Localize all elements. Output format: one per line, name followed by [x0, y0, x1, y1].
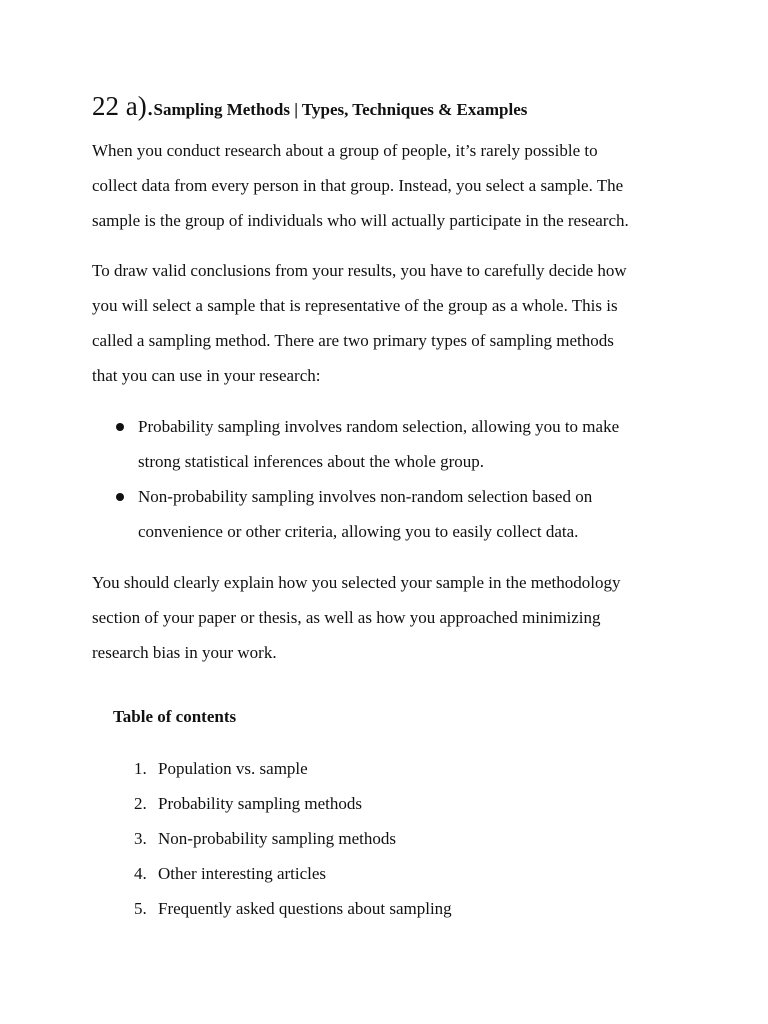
toc-item-number: 5.: [134, 899, 147, 918]
paragraph-line: called a sampling method. There are two primary types of sampling methods: [92, 331, 614, 350]
list-item: [92, 479, 692, 549]
table-of-contents: [92, 751, 452, 926]
paragraph-line: you will select a sample that is representative of the group as a whole. This is: [92, 296, 618, 315]
list-item-line: Probability sampling involves random selection, allowing you to make: [138, 417, 620, 436]
toc-item-faq[interactable]: [92, 891, 452, 926]
toc-item-label: Other interesting articles: [158, 864, 327, 883]
toc-item-label: Probability sampling methods: [158, 794, 362, 813]
toc-item-label: Population vs. sample: [158, 759, 308, 778]
paragraph-line: sample is the group of individuals who will actually participate in the research.: [92, 211, 629, 230]
heading-number: 22 a).: [92, 91, 154, 121]
sampling-types-list: [92, 409, 692, 549]
toc-item-population-vs-sample[interactable]: [92, 751, 452, 786]
heading-title: Sampling Methods | Types, Techniques & Examples: [153, 100, 528, 119]
toc-item-other-articles[interactable]: [92, 856, 452, 891]
list-item-line: convenience or other criteria, allowing you to easily collect data.: [138, 522, 579, 541]
toc-item-number: 3.: [134, 829, 147, 848]
toc-item-label: Non-probability sampling methods: [158, 829, 396, 848]
page-heading: [92, 86, 527, 128]
sampling-method-paragraph: [92, 253, 692, 393]
toc-item-number: 4.: [134, 864, 147, 883]
toc-item-number: 1.: [134, 759, 147, 778]
paragraph-line: section of your paper or thesis, as well as how you approached minimizing: [92, 608, 601, 627]
paragraph-line: research bias in your work.: [92, 643, 277, 662]
paragraph-line: To draw valid conclusions from your results, you have to carefully decide how: [92, 261, 627, 280]
methodology-paragraph: [92, 565, 692, 670]
list-item-line: Non-probability sampling involves non-random selection based on: [138, 487, 593, 506]
toc-item-label: Frequently asked questions about sampling: [158, 899, 452, 918]
paragraph-line: You should clearly explain how you selected your sample in the methodology: [92, 573, 621, 592]
toc-item-number: 2.: [134, 794, 147, 813]
toc-item-probability-sampling[interactable]: [92, 786, 452, 821]
bullet-icon: [116, 493, 124, 501]
intro-paragraph: [92, 133, 692, 238]
list-item: [92, 409, 692, 479]
paragraph-line: When you conduct research about a group of people, it’s rarely possible to: [92, 141, 598, 160]
paragraph-line: collect data from every person in that group. Instead, you select a sample. The: [92, 176, 624, 195]
paragraph-line: that you can use in your research:: [92, 366, 321, 385]
list-item-line: strong statistical inferences about the whole group.: [138, 452, 485, 471]
toc-item-non-probability-sampling[interactable]: [92, 821, 452, 856]
bullet-icon: [116, 423, 124, 431]
toc-title: Table of contents: [113, 707, 237, 726]
